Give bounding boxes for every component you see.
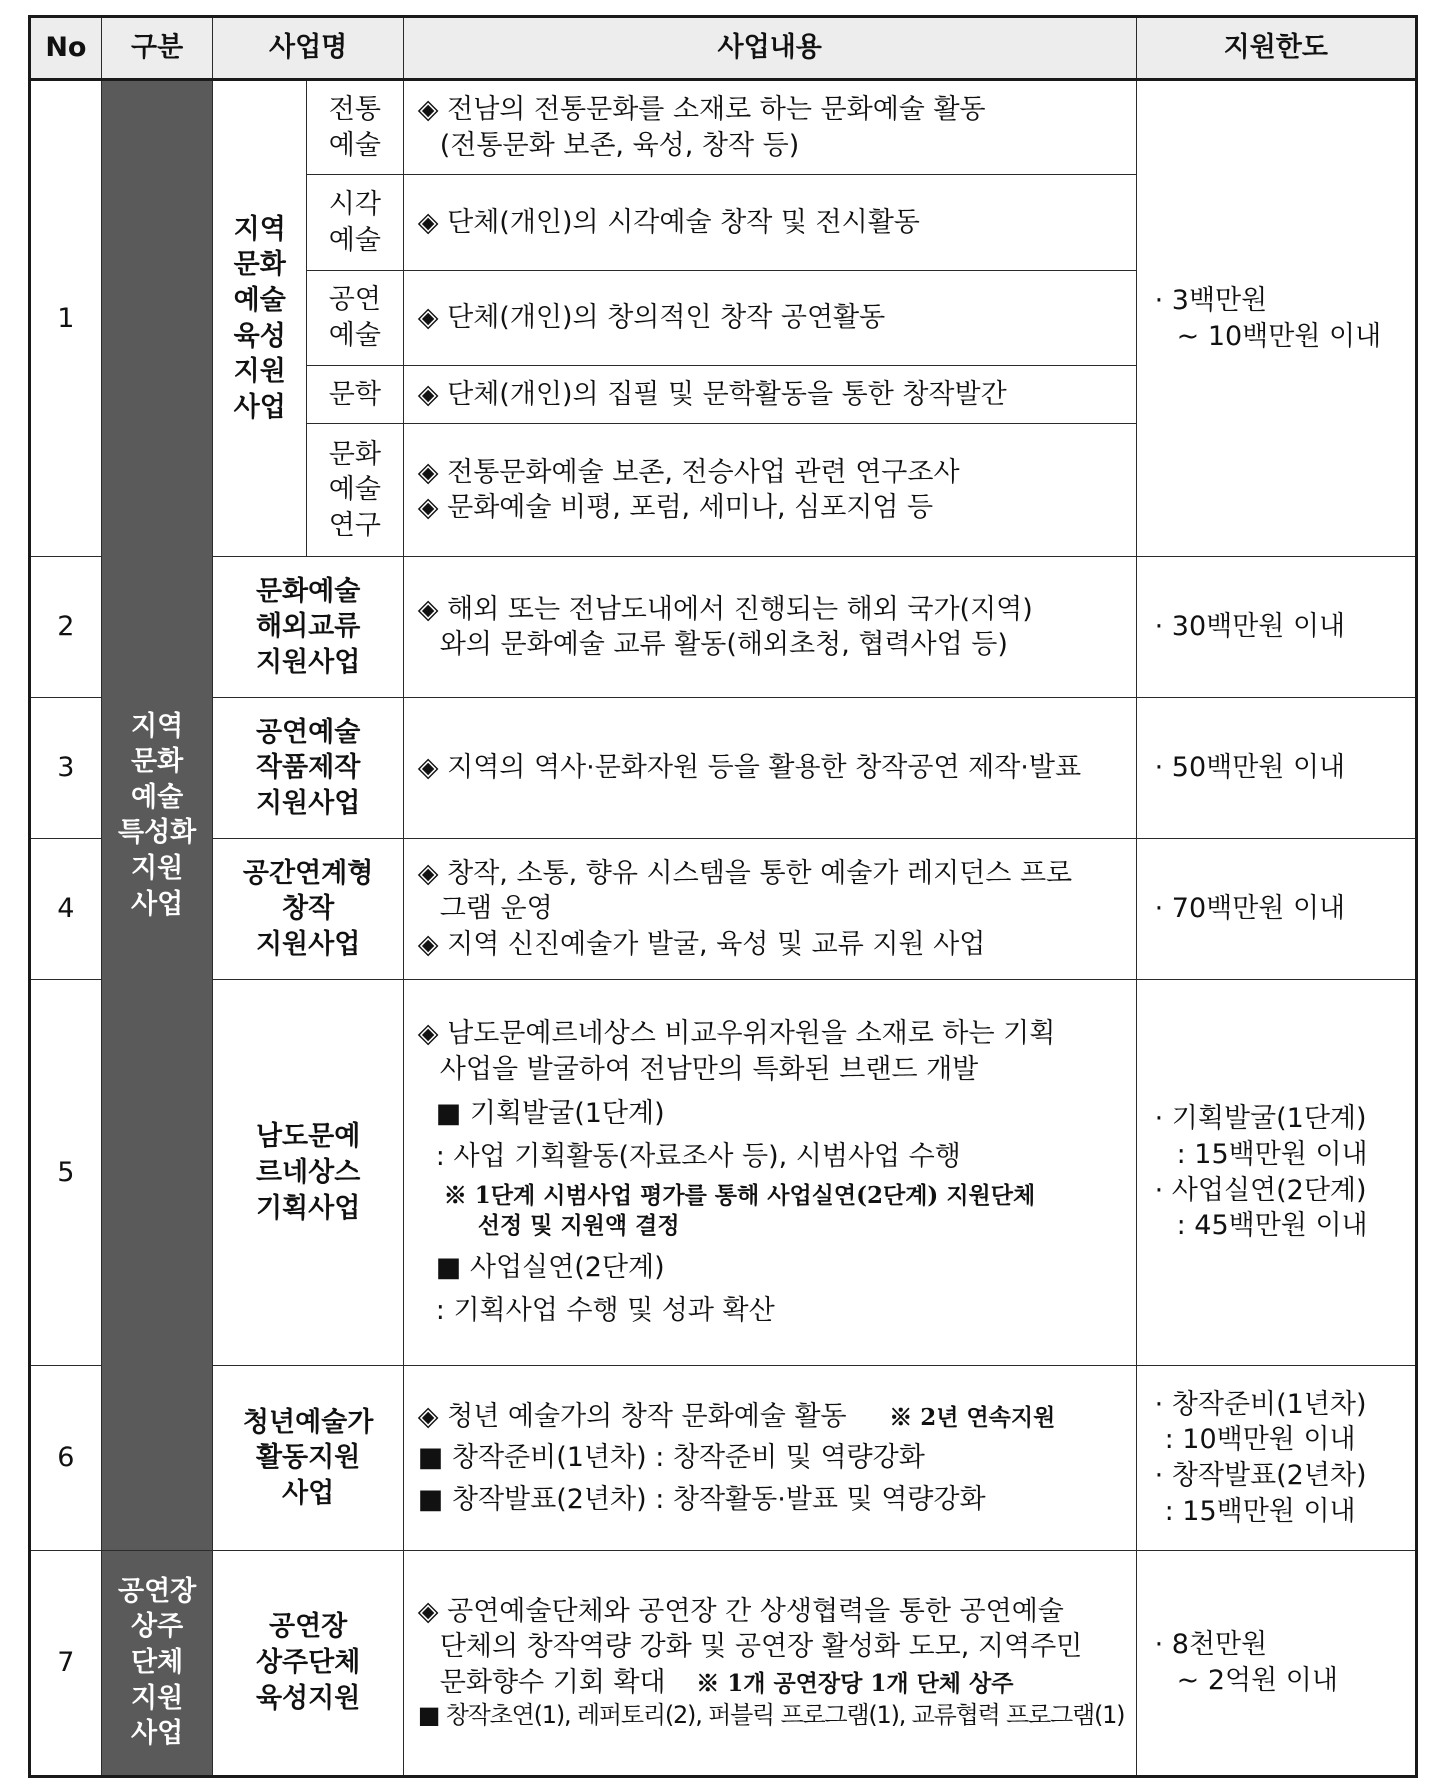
table-row — [30, 557, 1417, 698]
header-category: 구분 — [101, 17, 213, 80]
sub-program-label: 전통 예술 — [306, 80, 403, 175]
table-row — [30, 839, 1417, 980]
program-content: ◈ 공연예술단체와 공연장 간 상생협력을 통한 공연예술 단체의 창작역량 강화 및 공연장 활성화 도모, 지역주민 문화향수 기회 확대 ※ 1개 공연장당 1개 단체 상주 ■ 창작초연(1), 레퍼토리(2), 퍼블릭 프로그램(1), 교류협력 프로그램(1) — [403, 1550, 1136, 1776]
support-limit: · 30백만원 이내 — [1136, 557, 1416, 698]
program-content: ◈ 지역의 역사·문화자원 등을 활용한 창작공연 제작·발표 — [403, 698, 1136, 839]
row-no: 1 — [30, 80, 102, 557]
row-no: 5 — [30, 980, 102, 1366]
row-no: 3 — [30, 698, 102, 839]
sub-program-label: 문학 — [306, 366, 403, 424]
program-name: 공연예술 작품제작 지원사업 — [213, 698, 403, 839]
program-content: ◈ 창작, 소통, 향유 시스템을 통한 예술가 레지던스 프로 그램 운영 ◈ 지역 신진예술가 발굴, 육성 및 교류 지원 사업 — [403, 839, 1136, 980]
program-name: 공연장 상주단체 육성지원 — [213, 1550, 403, 1776]
table-row — [30, 698, 1417, 839]
program-content: ◈ 단체(개인)의 창의적인 창작 공연활동 — [403, 270, 1136, 365]
program-name: 공간연계형 창작 지원사업 — [213, 839, 403, 980]
table-row — [30, 1366, 1417, 1551]
sub-program-label: 문화 예술 연구 — [306, 424, 403, 557]
row-no: 4 — [30, 839, 102, 980]
program-content: ◈ 전통문화예술 보존, 전승사업 관련 연구조사 ◈ 문화예술 비평, 포럼, 세미나, 심포지엄 등 — [403, 424, 1136, 557]
sub-program-label: 시각 예술 — [306, 175, 403, 270]
table-row — [30, 1550, 1417, 1776]
program-content: ◈ 해외 또는 전남도내에서 진행되는 해외 국가(지역) 와의 문화예술 교류 활동(해외초청, 협력사업 등) — [403, 557, 1136, 698]
program-name: 문화예술 해외교류 지원사업 — [213, 557, 403, 698]
program-content: ◈ 단체(개인)의 집필 및 문학활동을 통한 창작발간 — [403, 366, 1136, 424]
program-name: 청년예술가 활동지원 사업 — [213, 1366, 403, 1551]
program-name: 남도문예 르네상스 기획사업 — [213, 980, 403, 1366]
support-limit: · 3백만원 ~ 10백만원 이내 — [1136, 80, 1416, 557]
program-table — [28, 15, 1418, 1778]
table-row — [30, 980, 1417, 1366]
row-no: 7 — [30, 1550, 102, 1776]
category-cell: 지역 문화 예술 특성화 지원 사업 — [101, 80, 213, 1551]
table-row — [30, 80, 1417, 175]
header-row — [30, 17, 1417, 80]
row-no: 2 — [30, 557, 102, 698]
program-name: 지역 문화 예술 육성 지원 사업 — [213, 80, 306, 557]
category-cell: 공연장 상주 단체 지원 사업 — [101, 1550, 213, 1776]
support-limit: · 70백만원 이내 — [1136, 839, 1416, 980]
program-content: ◈ 남도문예르네상스 비교우위자원을 소재로 하는 기획 사업을 발굴하여 전남만의 특화된 브랜드 개발 ■ 기획발굴(1단계) : 사업 기획활동(자료조사 등), 시범사업 수행 ※ 1단계 시범사업 평가를 통해 사업실연(2단계) 지원단체 선정 및 지원액 결정 ■ 사업실연(2단계) : 기획사업 수행 및 성과 확산 — [403, 980, 1136, 1366]
program-content: ◈ 청년 예술가의 창작 문화예술 활동 ※ 2년 연속지원 ■ 창작준비(1년차) : 창작준비 및 역량강화 ■ 창작발표(2년차) : 창작활동·발표 및 역량강화 — [403, 1366, 1136, 1551]
support-limit: · 기획발굴(1단계) : 15백만원 이내 · 사업실연(2단계) : 45백만원 이내 — [1136, 980, 1416, 1366]
program-content: ◈ 단체(개인)의 시각예술 창작 및 전시활동 — [403, 175, 1136, 270]
row-no: 6 — [30, 1366, 102, 1551]
support-limit: · 8천만원 ~ 2억원 이내 — [1136, 1550, 1416, 1776]
header-program: 사업명 — [213, 17, 403, 80]
sub-program-label: 공연 예술 — [306, 270, 403, 365]
program-content: ◈ 전남의 전통문화를 소재로 하는 문화예술 활동 (전통문화 보존, 육성, 창작 등) — [403, 80, 1136, 175]
header-limit: 지원한도 — [1136, 17, 1416, 80]
support-limit: · 50백만원 이내 — [1136, 698, 1416, 839]
support-limit: · 창작준비(1년차) : 10백만원 이내 · 창작발표(2년차) : 15백만원 이내 — [1136, 1366, 1416, 1551]
header-content: 사업내용 — [403, 17, 1136, 80]
header-no: No — [30, 17, 102, 80]
